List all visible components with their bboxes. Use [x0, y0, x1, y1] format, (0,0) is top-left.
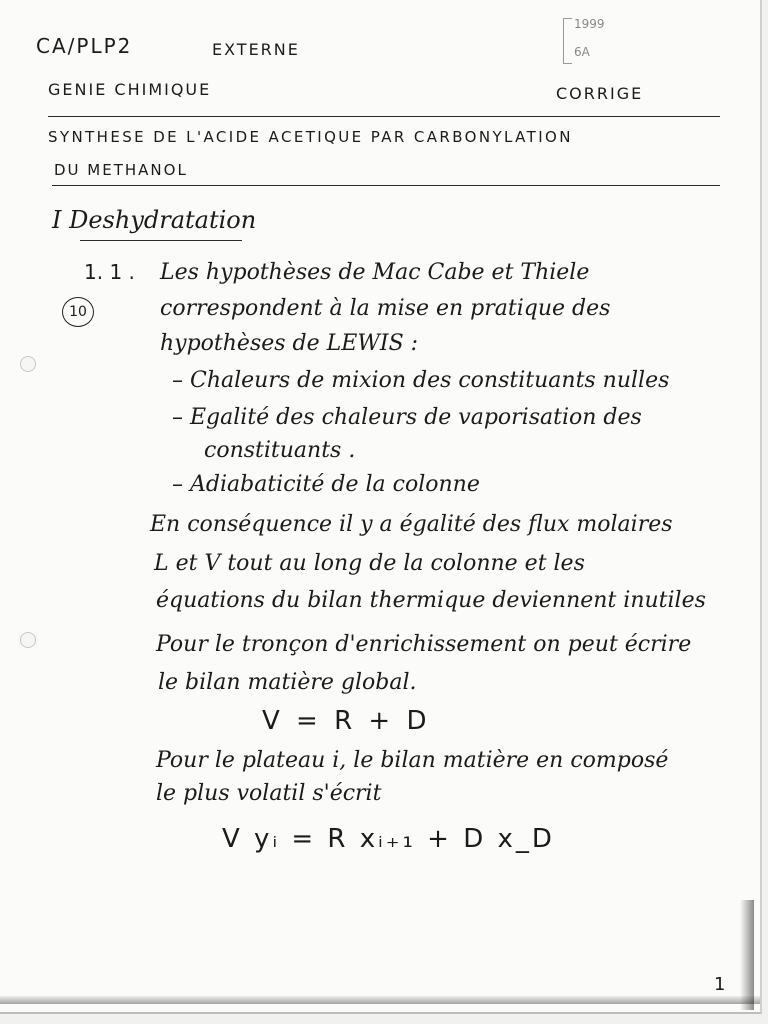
pencil-code: 6A: [574, 45, 590, 59]
bullet-2-line2: constituants .: [204, 438, 356, 463]
pencil-year: 1999: [574, 17, 605, 31]
binder-hole-bottom: [20, 632, 36, 648]
paragraph3-line1: Pour le tronçon d'enrichissement on peut écrire: [156, 632, 692, 657]
equation-plate-balance: V yᵢ = R xᵢ₊₁ + D x_D: [222, 824, 555, 854]
header-exam-code: CA/PLP2: [36, 34, 133, 58]
page-mark: 1: [714, 974, 726, 995]
bullet-1: – Chaleurs de mixion des constituants nulles: [172, 368, 670, 393]
section-heading-underline: [80, 240, 242, 241]
header-subject: GENIE CHIMIQUE: [48, 80, 212, 99]
bullet-2-line1: – Egalité des chaleurs de vaporisation des: [172, 405, 642, 430]
paragraph1-line3: hypothèses de LEWIS :: [160, 331, 419, 356]
document-title-line2: DU METHANOL: [54, 161, 188, 179]
header-externe: EXTERNE: [212, 40, 300, 59]
paragraph1-line1: Les hypothèses de Mac Cabe et Thiele: [160, 260, 590, 285]
page-bottom-shadow: [0, 996, 760, 1004]
section-heading: I Deshydratation: [52, 206, 257, 234]
paragraph2-line3: équations du bilan thermique deviennent inutiles: [156, 588, 706, 613]
equation-mass-balance: V = R + D: [262, 706, 431, 736]
pencil-bracket: [563, 18, 572, 64]
header-corrige: CORRIGE: [556, 84, 644, 103]
title-rule-bottom: [52, 185, 720, 186]
paragraph2-line2: L et V tout au long de la colonne et les: [154, 551, 585, 576]
binder-hole-top: [20, 356, 36, 372]
paragraph1-line2: correspondent à la mise en pratique des: [160, 296, 611, 321]
paragraph4-line2: le plus volatil s'écrit: [156, 781, 382, 806]
points-circle: 10: [62, 297, 94, 327]
page-edge-shadow: [740, 900, 754, 1010]
paragraph4-line1: Pour le plateau i, le bilan matière en composé: [156, 748, 669, 773]
document-title-line1: SYNTHESE DE L'ACIDE ACETIQUE PAR CARBONYLATION: [48, 128, 573, 146]
question-number: 1. 1 .: [84, 260, 135, 284]
title-rule-top: [48, 116, 720, 117]
paragraph3-line2: le bilan matière global.: [158, 670, 417, 695]
paragraph2-line1: En conséquence il y a égalité des flux molaires: [150, 512, 673, 537]
bullet-3: – Adiabaticité de la colonne: [172, 472, 480, 497]
